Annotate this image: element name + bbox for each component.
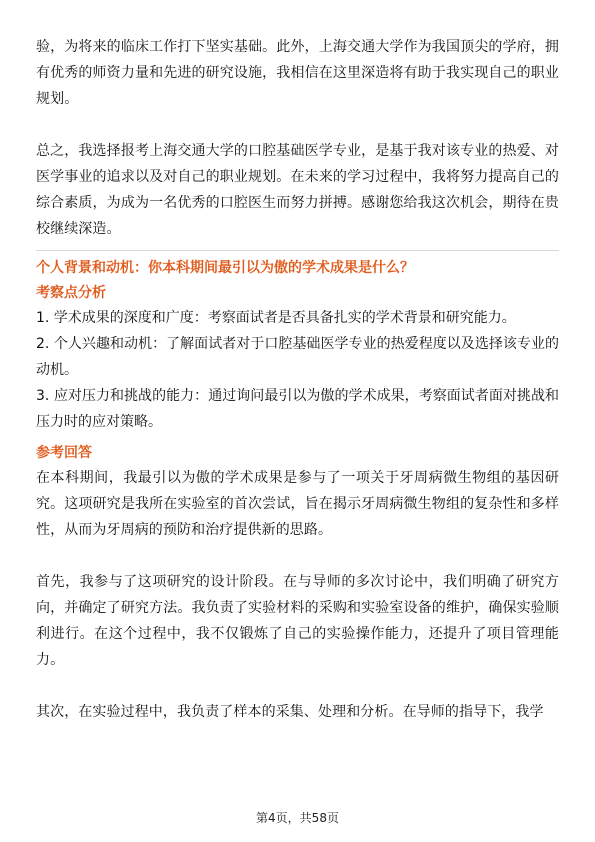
paragraph-spacer — [36, 112, 559, 138]
paragraph-spacer — [36, 543, 559, 569]
paragraph-spacer — [36, 673, 559, 699]
answer-paragraph-3: 其次，在实验过程中，我负责了样本的采集、处理和分析。在导师的指导下，我学 — [36, 704, 544, 720]
question-title: 个人背景和动机：你本科期间最引以为傲的学术成果是什么？ — [36, 260, 414, 276]
answer-paragraph-2: 首先，我参与了这项研究的设计阶段。在与导师的多次讨论中，我们明确了研究方向，并确定了研究方法。我负责了实验材料的采购和实验室设备的维护，确保实验顺利进行。在这个过程中，我不仅锻炼了自己的实验操作能力，还提升了项目管理能力。 — [36, 574, 559, 668]
answer-paragraph-1: 在本科期间，我最引以为傲的学术成果是参与了一项关于牙周病微生物组的基因研究。这项研究是我所在实验室的首次尝试，旨在揭示牙周病微生物组的复杂性和多样性，从而为牙周病的预防和治疗提供新的思路。 — [36, 470, 559, 538]
intro-paragraph-2: 总之，我选择报考上海交通大学的口腔基础医学专业，是基于我对该专业的热爱、对医学事业的追求以及对自己的职业规划。在未来的学习过程中，我将努力提高自己的综合素质，为成为一名优秀的口腔医生而努力拼搏。感谢您给我这次机会，期待在贵校继续深造。 — [36, 143, 559, 237]
analysis-item-3: 3. 应对压力和挑战的能力：通过询问最引以为傲的学术成果，考察面试者面对挑战和压力时的应对策略。 — [36, 388, 559, 430]
analysis-heading: 考察点分析 — [36, 285, 106, 301]
intro-paragraph-1: 验，为将来的临床工作打下坚实基础。此外，上海交通大学作为我国顶尖的学府，拥有优秀的师资力量和先进的研究设施，我相信在这里深造将有助于我实现自己的职业规划。 — [36, 39, 559, 107]
answer-heading: 参考回答 — [36, 445, 92, 461]
page-number-footer: 第4页，共58页 — [256, 811, 339, 825]
section-divider — [36, 250, 559, 251]
analysis-item-2: 2. 个人兴趣和动机：了解面试者对于口腔基础医学专业的热爱程度以及选择该专业的动机。 — [36, 336, 559, 378]
analysis-item-1: 1. 学术成果的深度和广度：考察面试者是否具备扎实的学术背景和研究能力。 — [36, 310, 516, 326]
page-content — [36, 34, 559, 725]
